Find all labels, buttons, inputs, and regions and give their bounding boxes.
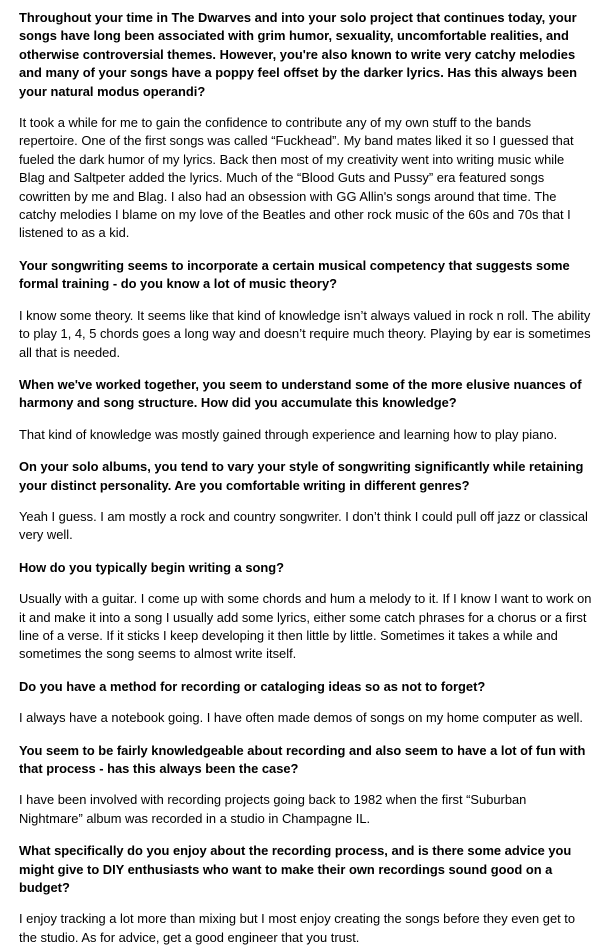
qa-block	[19, 742, 593, 829]
qa-block	[19, 559, 593, 664]
qa-block	[19, 9, 593, 243]
interview-question: You seem to be fairly knowledgeable about recording and also seem to have a lot of fun with that process - has this always been the case?	[19, 742, 586, 776]
interview-question: What specifically do you enjoy about the recording process, and is there some advice you might give to DIY enthusiasts who want to make their own recordings sound good on a budget?	[19, 843, 572, 896]
interview-question: On your solo albums, you tend to vary your style of songwriting significantly while retaining your distinct personality. Are you comfortable writing in different genres?	[19, 459, 584, 493]
interview-answer: That kind of knowledge was mostly gained through experience and learning how to play piano.	[19, 426, 558, 442]
interview-answer: I know some theory. It seems like that kind of knowledge isn’t always valued in rock n roll. The ability to play 1, 4, 5 chords goes a long way and doesn’t require much theory. Playing by ear is sometimes all that is needed.	[19, 307, 591, 360]
interview-question: How do you typically begin writing a song?	[19, 559, 284, 575]
qa-block	[19, 678, 593, 728]
interview-answer: I always have a notebook going. I have often made demos of songs on my home computer as well.	[19, 710, 583, 726]
qa-block	[19, 458, 593, 545]
interview-answer: Yeah I guess. I am mostly a rock and country songwriter. I don’t think I could pull off jazz or classical very well.	[19, 508, 588, 543]
interview-answer: I have been involved with recording projects going back to 1982 when the first “Suburban Nightmare” album was recorded in a studio in Champagne IL.	[19, 792, 527, 826]
interview-question: Do you have a method for recording or cataloging ideas so as not to forget?	[19, 678, 486, 694]
qa-block	[19, 257, 593, 362]
interview-answer: I enjoy tracking a lot more than mixing but I most enjoy creating the songs before they even get to the studio. As for advice, get a good engineer that you trust.	[19, 911, 576, 945]
interview-answer: Usually with a guitar. I come up with some chords and hum a melody to it. If I know I want to work on it and make it into a song I usually add some lyrics, either some catch phrases for a chorus or a first line of a verse. If it sticks I keep developing it then little by little. Sometimes it takes a while and sometimes the song seems to almost write itself.	[19, 591, 592, 662]
qa-block	[19, 376, 593, 444]
interview-question: Throughout your time in The Dwarves and into your solo project that continues today, your songs have long been associated with grim humor, sexuality, uncomfortable realities, and otherwise controversial themes. However, you're also known to write very catchy melodies and many of your songs have a poppy feel offset by the darker lyrics. Has this always been your natural modus operandi?	[19, 10, 578, 99]
interview-question: When we've worked together, you seem to understand some of the more elusive nuances of harmony and song structure. How did you accumulate this knowledge?	[19, 376, 582, 411]
qa-block	[19, 842, 593, 947]
interview-answer: It took a while for me to gain the confidence to contribute any of my own stuff to the bands repertoire. One of the first songs was called “Fuckhead”. My band mates liked it so I guessed that fueled the dark humor of my lyrics. Back then most of my creativity went into writing music while Blag and Saltpeter added the lyrics. Much of the “Blood Guts and Pussy” era featured songs cowritten by me and Blag. I also had an obsession with GG Allin's songs around that time. The catchy melodies I blame on my love of the Beatles and other rock music of the 60s and 70s that I listened to as a kid.	[19, 115, 574, 241]
interview-question: Your songwriting seems to incorporate a certain musical competency that suggests some formal training - do you know a lot of music theory?	[19, 257, 570, 292]
